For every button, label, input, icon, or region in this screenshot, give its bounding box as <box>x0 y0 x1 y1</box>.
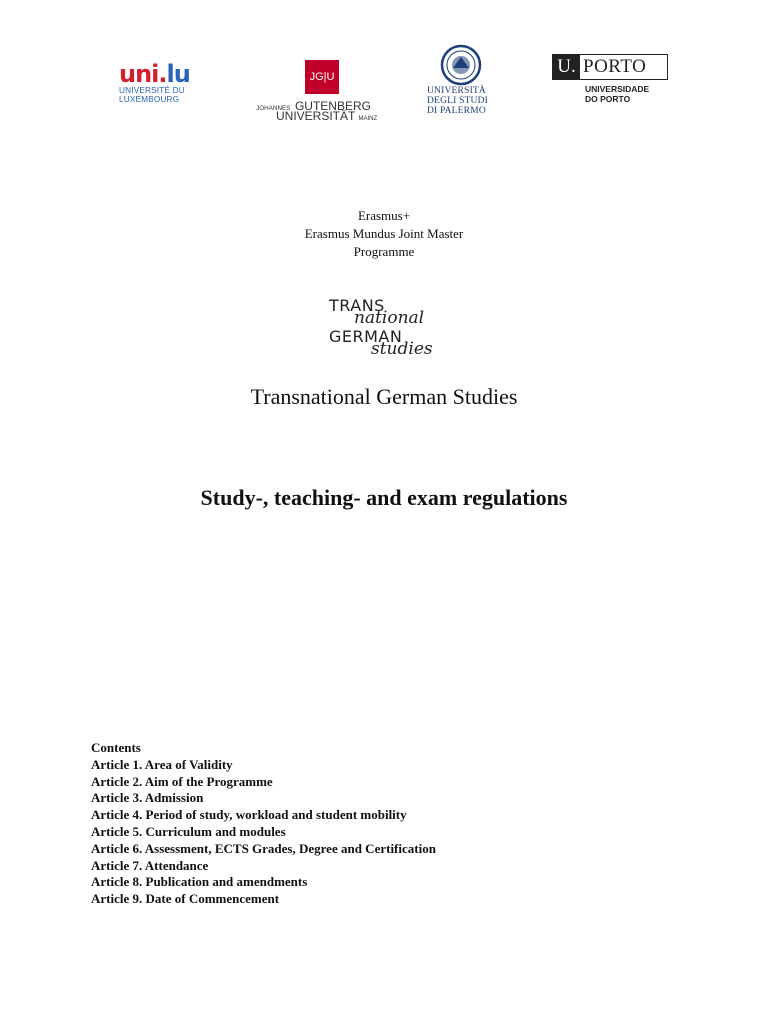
unilu-line2: LUXEMBOURG <box>119 95 180 104</box>
palermo-line2: DEGLI STUDI <box>427 96 489 106</box>
jgu-first-name: JOHANNES <box>256 105 291 112</box>
uni-luxembourg-logo <box>119 62 195 110</box>
programme-line3: Programme <box>353 244 415 259</box>
contents-item-article-2: Article 2. Aim of the Programme <box>91 773 273 789</box>
porto-u: U. <box>553 55 580 79</box>
jgu-line2 <box>276 109 386 123</box>
contents-item-article-3: Article 3. Admission <box>91 790 204 806</box>
porto-logo <box>552 54 670 108</box>
contents-item-article-1: Article 1. Area of Validity <box>91 756 233 772</box>
palermo-logo <box>424 44 498 122</box>
contents-heading: Contents <box>91 740 141 755</box>
contents-item-article-6: Article 6. Assessment, ECTS Grades, Degree and Certification <box>91 840 436 856</box>
page-subtitle: Study-, teaching- and exam regulations <box>200 485 568 510</box>
tgs-logo <box>326 296 446 362</box>
unilu-line1: UNIVERSITÉ DU <box>119 86 185 95</box>
programme-line1: Erasmus+ <box>357 208 411 223</box>
porto-line1: UNIVERSIDADE <box>585 84 650 94</box>
jgu-city: MAINZ <box>358 116 378 122</box>
contents-item-article-8: Article 8. Publication and amendments <box>91 874 308 890</box>
programme-line2: Erasmus Mundus Joint Master <box>304 226 464 241</box>
porto-name: PORTO <box>583 56 647 77</box>
jgu-box: JG|U <box>305 60 339 94</box>
porto-line2: DO PORTO <box>585 94 631 104</box>
unilu-wordmark <box>119 62 195 86</box>
palermo-line3: DI PALERMO <box>427 106 486 116</box>
porto-wordmark <box>552 54 668 80</box>
page-title: Transnational German Studies <box>250 384 518 409</box>
contents-item-article-7: Article 7. Attendance <box>91 857 209 873</box>
unilu-mark-b: lu <box>166 60 190 88</box>
contents-item-article-4: Article 4. Period of study, workload and student mobility <box>91 807 407 823</box>
contents-item-article-9: Article 9. Date of Commencement <box>91 891 280 907</box>
jgu-mainz-logo <box>256 60 376 122</box>
jgu-name: GUTENBERG <box>294 99 371 113</box>
tgs-studies: studies <box>371 339 433 359</box>
palermo-seal-icon <box>436 44 486 86</box>
table-of-contents <box>91 740 691 908</box>
contents-item-article-5: Article 5. Curriculum and modules <box>91 823 286 839</box>
tgs-trans: TRANS <box>329 296 385 315</box>
unilu-mark-a: uni. <box>119 60 167 88</box>
jgu-university: UNIVERSITÄT <box>276 109 356 123</box>
palermo-line1: UNIVERSITÀ <box>427 86 486 96</box>
tgs-german: GERMAN <box>329 327 403 346</box>
tgs-national: national <box>354 308 425 328</box>
